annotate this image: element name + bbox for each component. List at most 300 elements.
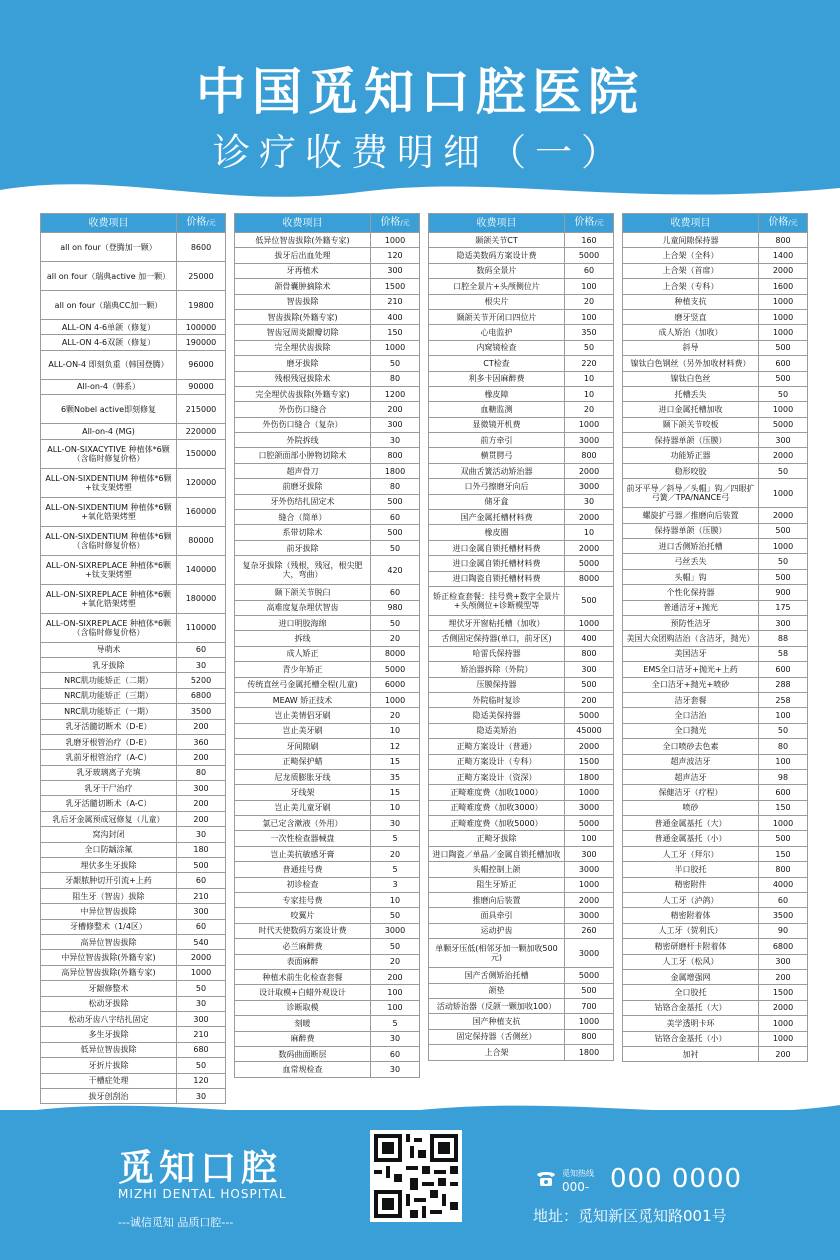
table-row: [235, 356, 420, 371]
item-price: 210: [371, 294, 420, 309]
footer-brand-en: MIZHI DENTAL HOSPITAL: [118, 1187, 287, 1201]
table-row: [623, 739, 808, 754]
table-row: [429, 1014, 614, 1029]
item-name: 前磨牙拔除: [235, 479, 371, 494]
table-row: [623, 1046, 808, 1061]
item-price: 1800: [565, 769, 614, 784]
item-price: 2000: [565, 510, 614, 525]
table-row: [429, 662, 614, 677]
item-name: 人工牙（松风）: [623, 954, 759, 969]
table-row: [623, 402, 808, 417]
table-row: [623, 723, 808, 738]
item-price: 1000: [759, 294, 808, 309]
item-name: 岂止美儿童牙刷: [235, 800, 371, 815]
item-name: 镍钛白色钢丝（另外加收材料费）: [623, 356, 759, 371]
item-price: 260: [565, 923, 614, 938]
item-name: 超声洁牙: [623, 769, 759, 784]
item-name: 矫正检查套餐：挂号费+数字全景片+头颅侧位+诊断模型等: [429, 586, 565, 615]
table-row: [429, 371, 614, 386]
item-price: 8600: [177, 233, 226, 262]
table-row: [623, 463, 808, 478]
item-name: 复杂牙拔除（残根，残冠，根尖肥大，弯曲）: [235, 556, 371, 585]
item-price: 680: [177, 1042, 226, 1057]
table-row: [623, 233, 808, 248]
item-name: 国产金属托槽材料费: [429, 510, 565, 525]
item-price: 6800: [759, 939, 808, 954]
item-price: 200: [371, 969, 420, 984]
qr-code-icon: [370, 1130, 462, 1222]
table-row: [623, 417, 808, 432]
item-name: 外院拆线: [235, 433, 371, 448]
item-name: 普通挂号费: [235, 862, 371, 877]
item-price: 1800: [565, 1045, 614, 1060]
item-name: 牙间隙刷: [235, 739, 371, 754]
table-row: [429, 800, 614, 815]
table-row: [41, 1058, 226, 1073]
item-price: 5000: [371, 662, 420, 677]
item-name: 钴铬合金基托（小）: [623, 1031, 759, 1046]
table-row: [429, 325, 614, 340]
item-price: 3000: [565, 479, 614, 494]
item-name: 拔牙后出血处理: [235, 248, 371, 263]
table-row: [235, 371, 420, 386]
item-price: 19800: [177, 291, 226, 320]
item-price: 200: [565, 692, 614, 707]
item-name: 精密附件: [623, 877, 759, 892]
table-row: [41, 781, 226, 796]
item-price: 210: [177, 1027, 226, 1042]
item-price: 1000: [565, 417, 614, 432]
item-price: 50: [371, 356, 420, 371]
table-row: [41, 1011, 226, 1026]
item-price: 500: [371, 525, 420, 540]
table-row: [41, 526, 226, 555]
item-price: 5000: [565, 556, 614, 571]
table-row: [235, 969, 420, 984]
item-price: 2000: [565, 540, 614, 555]
item-price: 1200: [371, 386, 420, 401]
table-row: [429, 540, 614, 555]
item-price: 80000: [177, 526, 226, 555]
table-row: [623, 831, 808, 846]
table-row: [429, 402, 614, 417]
item-price: 100: [371, 1000, 420, 1015]
item-name: 乳牙活髓切断术（A-C）: [41, 796, 177, 811]
table-row: [41, 796, 226, 811]
item-price: 160: [565, 233, 614, 248]
item-price: 30: [565, 494, 614, 509]
table-row: [41, 950, 226, 965]
item-name: 利多卡因麻醉费: [429, 371, 565, 386]
table-row: [235, 309, 420, 324]
item-price: 5000: [565, 968, 614, 983]
table-row: [623, 356, 808, 371]
item-name: 横贯腭弓: [429, 448, 565, 463]
table-row: [429, 1045, 614, 1060]
item-price: 1500: [759, 985, 808, 1000]
item-name: 托槽丢失: [623, 386, 759, 401]
page-title: 中国觅知口腔医院: [196, 63, 644, 121]
item-price: 220000: [177, 424, 226, 439]
item-price: 120000: [177, 468, 226, 497]
item-price: 90000: [177, 379, 226, 394]
table-row: [429, 1029, 614, 1044]
table-row: [623, 677, 808, 692]
item-price: 50: [759, 463, 808, 478]
item-name: EMS全口洁牙+抛光+上药: [623, 662, 759, 677]
item-price: 35: [371, 769, 420, 784]
item-price: 800: [759, 862, 808, 877]
item-price: 50: [371, 908, 420, 923]
table-row: [623, 294, 808, 309]
table-row: [235, 739, 420, 754]
item-price: 10: [565, 371, 614, 386]
item-price: 3: [371, 877, 420, 892]
table-row: [235, 402, 420, 417]
item-price: 500: [759, 523, 808, 538]
item-name: All-on-4（韩系）: [41, 379, 177, 394]
table-row: [235, 233, 420, 248]
item-price: 300: [759, 433, 808, 448]
item-name: 种植支抗: [623, 294, 759, 309]
item-price: 600: [759, 785, 808, 800]
item-name: 岂止美牙刷: [235, 723, 371, 738]
table-row: [623, 523, 808, 538]
item-name: CT检查: [429, 356, 565, 371]
table-row: [623, 279, 808, 294]
item-price: 58: [759, 646, 808, 661]
item-price: 80: [177, 765, 226, 780]
item-name: All-on-4 (MG): [41, 424, 177, 439]
table-row: [41, 919, 226, 934]
item-price: 8000: [565, 571, 614, 586]
table-row: [429, 463, 614, 478]
item-price: 1000: [371, 340, 420, 355]
item-name: 头帽」钩: [623, 569, 759, 584]
item-price: 25000: [177, 262, 226, 291]
item-price: 120: [371, 248, 420, 263]
item-name: 人工牙（泸鸽）: [623, 893, 759, 908]
item-price: 500: [759, 569, 808, 584]
item-price: 60: [177, 919, 226, 934]
table-row: [429, 248, 614, 263]
table-row: [429, 233, 614, 248]
item-price: 300: [759, 954, 808, 969]
table-row: [429, 556, 614, 571]
item-name: 正畸牙拔除: [429, 831, 565, 846]
item-name: 牙龈脓肿切开引流+上药: [41, 873, 177, 888]
price-table: [234, 213, 420, 1078]
table-row: [41, 439, 226, 468]
table-row: [235, 677, 420, 692]
item-price: 15: [371, 785, 420, 800]
table-row: [41, 642, 226, 657]
item-price: 20: [371, 846, 420, 861]
table-row: [623, 893, 808, 908]
table-row: [235, 525, 420, 540]
table-row: [235, 754, 420, 769]
item-name: 表面麻醉: [235, 954, 371, 969]
table-row: [429, 615, 614, 630]
item-price: 10: [371, 723, 420, 738]
table-row: [235, 479, 420, 494]
item-price: 5: [371, 831, 420, 846]
table-row: [41, 842, 226, 857]
table-row: [41, 320, 226, 335]
item-name: 窝沟封闭: [41, 827, 177, 842]
item-name: 诊断取模: [235, 1000, 371, 1015]
item-price: 1000: [371, 692, 420, 707]
table-row: [429, 893, 614, 908]
table-row: [429, 571, 614, 586]
item-price: 500: [565, 983, 614, 998]
item-name: 血糖监测: [429, 402, 565, 417]
item-name: 保持器单颌（压膜）: [623, 433, 759, 448]
item-name: 系带切除术: [235, 525, 371, 540]
item-name: 精密研磨杆卡附着体: [623, 939, 759, 954]
hotline-number: 000 0000: [610, 1164, 743, 1194]
item-price: 1000: [565, 1014, 614, 1029]
item-name: 斜导: [623, 340, 759, 355]
item-price: 300: [177, 1011, 226, 1026]
table-row: [429, 586, 614, 615]
table-row: [623, 309, 808, 324]
item-name: all on four（登腾加一颗）: [41, 233, 177, 262]
table-row: [429, 510, 614, 525]
header-item: 收费项目: [235, 214, 371, 233]
table-row: [623, 479, 808, 508]
table-row: [235, 540, 420, 555]
item-name: all on four（瑞典active 加一颗）: [41, 262, 177, 291]
table-row: [623, 862, 808, 877]
item-name: 乳后牙金属预成冠修复（儿童）: [41, 811, 177, 826]
table-row: [41, 811, 226, 826]
item-name: 尼龙质膨胀牙线: [235, 769, 371, 784]
item-price: 1000: [759, 539, 808, 554]
item-name: 口外弓擦磨牙向后: [429, 479, 565, 494]
table-row: [235, 662, 420, 677]
item-name: 全口胶托: [623, 985, 759, 1000]
item-name: 稳形咬胶: [623, 463, 759, 478]
item-name: 缝合（简单）: [235, 510, 371, 525]
item-price: 800: [371, 448, 420, 463]
item-price: 980: [371, 600, 420, 615]
item-price: 215000: [177, 395, 226, 424]
item-price: 50: [371, 540, 420, 555]
item-price: 20: [565, 294, 614, 309]
item-name: 血常规检查: [235, 1062, 371, 1077]
item-price: 3500: [177, 704, 226, 719]
table-row: [235, 1062, 420, 1077]
item-price: 2000: [759, 1000, 808, 1015]
item-price: 1000: [759, 479, 808, 508]
table-row: [41, 424, 226, 439]
item-name: 成人矫治（加收）: [623, 325, 759, 340]
table-row: [429, 785, 614, 800]
item-name: 半口胶托: [623, 862, 759, 877]
table-row: [623, 816, 808, 831]
item-name: ALL-ON 4-6单颌（修复）: [41, 320, 177, 335]
item-price: 1000: [759, 325, 808, 340]
table-row: [235, 600, 420, 615]
item-price: 50: [759, 723, 808, 738]
item-name: 保健洁牙（疗程）: [623, 785, 759, 800]
item-name: 国产种植支抗: [429, 1014, 565, 1029]
item-name: 加衬: [623, 1046, 759, 1061]
item-name: 超声骨刀: [235, 463, 371, 478]
item-price: 800: [565, 646, 614, 661]
item-price: 60: [177, 873, 226, 888]
table-row: [623, 939, 808, 954]
item-price: 200: [177, 750, 226, 765]
item-name: 橡皮圈: [429, 525, 565, 540]
item-name: 上合架（全科）: [623, 248, 759, 263]
item-name: 弓丝丢失: [623, 554, 759, 569]
item-name: 超声波洁牙: [623, 754, 759, 769]
item-name: 前方牵引: [429, 433, 565, 448]
item-name: 矫治器拆除（外院）: [429, 662, 565, 677]
item-price: 800: [565, 1029, 614, 1044]
item-price: 100: [565, 831, 614, 846]
table-row: [623, 371, 808, 386]
item-price: 20: [371, 708, 420, 723]
table-row: [429, 340, 614, 355]
item-name: 拆线: [235, 631, 371, 646]
item-name: 乳牙拔除: [41, 657, 177, 672]
header-item: 收费项目: [41, 214, 177, 233]
table-row: [235, 631, 420, 646]
item-price: 2000: [759, 508, 808, 523]
table-row: [429, 525, 614, 540]
item-name: 成人矫正: [235, 646, 371, 661]
item-name: 储牙盒: [429, 494, 565, 509]
item-price: 1000: [565, 877, 614, 892]
header-item: 收费项目: [623, 214, 759, 233]
item-name: 口腔全景片+头颅侧位片: [429, 279, 565, 294]
item-name: 颞下颌关节脱臼: [235, 585, 371, 600]
item-price: 1000: [759, 309, 808, 324]
item-price: 350: [565, 325, 614, 340]
table-row: [41, 291, 226, 320]
item-name: ALL-ON-SIXREPLACE 种植体*6颗（含临时修复价格）: [41, 613, 177, 642]
item-name: 外伤伤口缝合: [235, 402, 371, 417]
item-name: 口腔颌面部小肿物切除术: [235, 448, 371, 463]
item-name: 智齿冠周炎龈瓣切除: [235, 325, 371, 340]
item-price: 12: [371, 739, 420, 754]
item-price: 2000: [565, 739, 614, 754]
item-name: 麻醉费: [235, 1031, 371, 1046]
table-row: [41, 1027, 226, 1042]
table-row: [235, 954, 420, 969]
item-price: 100: [759, 708, 808, 723]
table-row: [623, 539, 808, 554]
item-price: 175: [759, 600, 808, 615]
table-row: [41, 233, 226, 262]
item-name: 镍钛白色丝: [623, 371, 759, 386]
item-price: 100: [371, 985, 420, 1000]
item-name: 隐适美数码方案设计费: [429, 248, 565, 263]
header-price: 价格/元: [565, 214, 614, 233]
table-row: [235, 831, 420, 846]
table-row: [41, 613, 226, 642]
item-price: 98: [759, 769, 808, 784]
item-name: 外院临时复诊: [429, 692, 565, 707]
item-price: 3000: [371, 923, 420, 938]
item-name: ALL-ON-SIXACYTIVE 种植体*6颗（含临时修复价格）: [41, 439, 177, 468]
item-price: 1400: [759, 248, 808, 263]
item-price: 258: [759, 692, 808, 707]
item-name: 全口抛光: [623, 723, 759, 738]
item-name: 颞颌关节CT: [429, 233, 565, 248]
item-price: 10: [371, 893, 420, 908]
item-name: 牙龈修整术: [41, 981, 177, 996]
item-name: 隐适美保持器: [429, 708, 565, 723]
item-name: 智齿拔除: [235, 294, 371, 309]
item-price: 360: [177, 734, 226, 749]
item-name: 数码曲面断层: [235, 1046, 371, 1061]
item-price: 3000: [565, 862, 614, 877]
item-price: 3000: [565, 800, 614, 815]
item-price: 150: [371, 325, 420, 340]
item-name: NRC肌功能矫正（二期）: [41, 673, 177, 688]
item-name: ALL-ON-SIXREPLACE 种植体*6颗+氧化锆架烤塑: [41, 584, 177, 613]
item-price: 1000: [565, 785, 614, 800]
table-row: [623, 569, 808, 584]
table-row: [623, 692, 808, 707]
item-name: ALL-ON-SIXDENTIUM 种植体*6颗（含临时修复价格）: [41, 526, 177, 555]
item-name: 完全埋伏齿拔除(外籍专家): [235, 386, 371, 401]
item-name: 颌骨囊肿摘除术: [235, 279, 371, 294]
item-price: 96000: [177, 350, 226, 379]
item-name: 高异位智齿拔除: [41, 934, 177, 949]
item-name: 磨牙竖直: [623, 309, 759, 324]
table-row: [41, 765, 226, 780]
item-price: 200: [177, 719, 226, 734]
table-row: [235, 417, 420, 432]
table-row: [429, 646, 614, 661]
item-price: 300: [565, 846, 614, 861]
price-column-4: [622, 213, 807, 1062]
table-row: [429, 309, 614, 324]
item-price: 288: [759, 677, 808, 692]
item-price: 540: [177, 934, 226, 949]
table-row: [623, 923, 808, 938]
item-price: 30: [371, 1062, 420, 1077]
table-row: [235, 448, 420, 463]
price-table: [622, 213, 808, 1062]
item-price: 200: [177, 796, 226, 811]
item-name: 乳牙活髓切断术（D-E）: [41, 719, 177, 734]
header-price: 价格/元: [371, 214, 420, 233]
item-name: 螺旋扩弓器／推磨向后装置: [623, 508, 759, 523]
item-price: 15: [371, 754, 420, 769]
table-row: [41, 888, 226, 903]
item-price: 6000: [371, 677, 420, 692]
item-name: 压膜保持器: [429, 677, 565, 692]
item-price: 50: [759, 554, 808, 569]
table-row: [235, 556, 420, 585]
table-row: [235, 279, 420, 294]
item-name: ALL-ON-4 即刻负重（韩国登腾）: [41, 350, 177, 379]
item-name: 进口陶瓷／单晶／金属自锁托槽加收: [429, 846, 565, 861]
table-row: [623, 600, 808, 615]
item-price: 700: [565, 998, 614, 1013]
table-row: [235, 1031, 420, 1046]
item-name: ALL-ON 4-6双颌（修复）: [41, 335, 177, 350]
table-row: [623, 631, 808, 646]
item-name: 固定保持器（舌侧丝）: [429, 1029, 565, 1044]
table-row: [235, 248, 420, 263]
